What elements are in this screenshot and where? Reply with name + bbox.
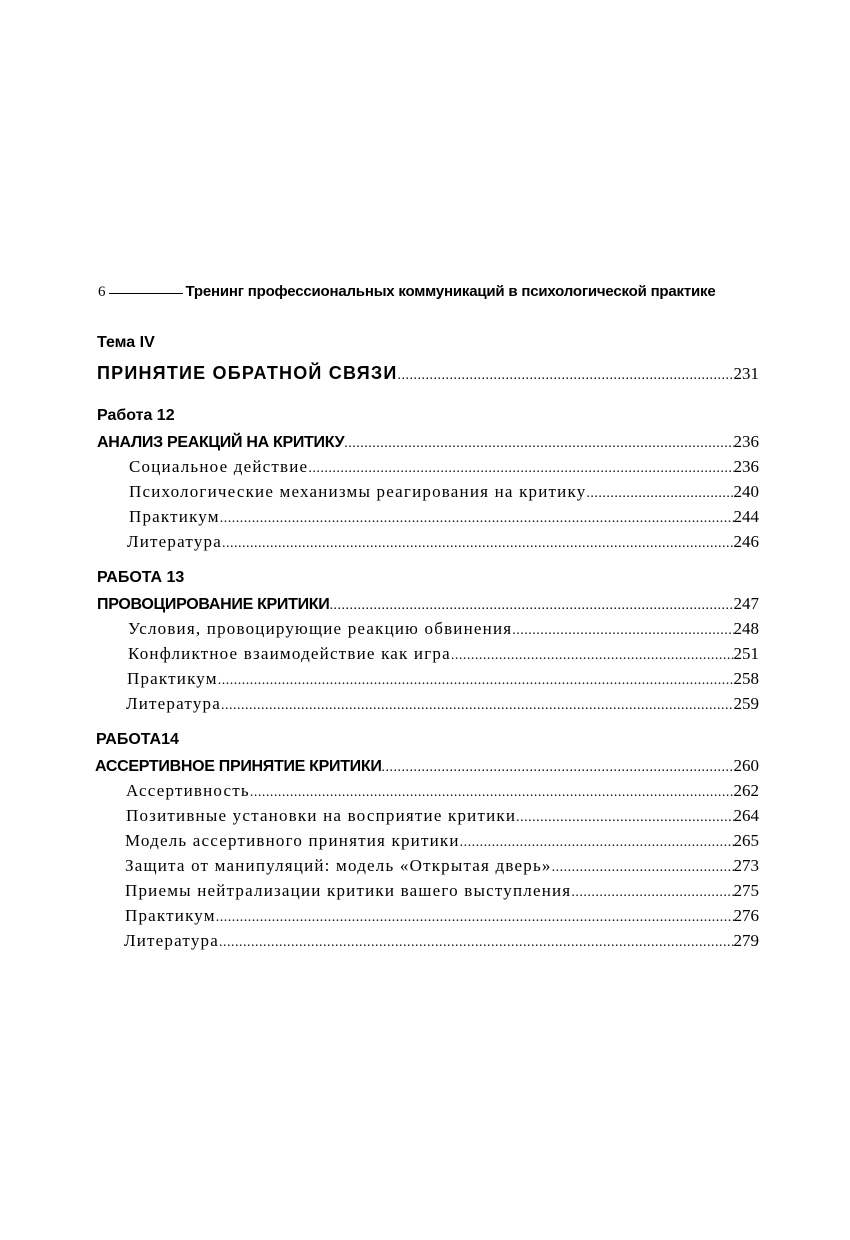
- toc-entry-page: 240: [733, 482, 759, 501]
- toc-entry-title: Практикум: [125, 906, 216, 925]
- toc-entry-theme[interactable]: [97, 363, 759, 384]
- dot-leader: [219, 935, 734, 951]
- running-head: [98, 283, 760, 303]
- toc-entry-title: Условия, провоцирующие реакцию обвинения: [128, 619, 513, 638]
- dot-leader: [382, 760, 734, 776]
- toc-entry[interactable]: [126, 806, 759, 826]
- toc-entry-page: 259: [733, 694, 759, 713]
- toc-entry[interactable]: [125, 831, 759, 851]
- toc-entry-page: 231: [733, 364, 759, 383]
- dot-leader: [216, 910, 734, 926]
- toc-entry-page: 275: [733, 881, 759, 900]
- toc-entry-title: АНАЛИЗ РЕАКЦИЙ НА КРИТИКУ: [97, 434, 345, 451]
- running-head-title: Тренинг профессиональных коммуникаций в психологической практике: [185, 283, 716, 300]
- toc-entry-title: Приемы нейтрализации критики вашего выступления: [125, 881, 572, 900]
- toc-entry-page: 273: [733, 856, 759, 875]
- toc-entry-title: Конфликтное взаимодействие как игра: [128, 644, 451, 663]
- toc-entry-title: Модель ассертивного принятия критики: [125, 831, 460, 850]
- toc-entry-title: ПРОВОЦИРОВАНИЕ КРИТИКИ: [97, 596, 330, 613]
- dot-leader: [451, 648, 734, 664]
- toc-entry-title: Позитивные установки на восприятие критики: [126, 806, 517, 825]
- toc-entry-section[interactable]: [95, 756, 759, 776]
- toc-entry-section[interactable]: [97, 432, 759, 452]
- toc-entry-page: 248: [733, 619, 759, 638]
- dot-leader: [516, 810, 733, 826]
- toc-entry[interactable]: [125, 881, 759, 901]
- running-head-rule: [109, 293, 183, 294]
- toc-entry-page: 251: [733, 644, 759, 663]
- dot-leader: [222, 536, 734, 552]
- toc-entry[interactable]: [129, 507, 759, 527]
- dot-leader: [460, 835, 734, 851]
- toc-entry-page: 260: [733, 756, 759, 775]
- dot-leader: [218, 673, 734, 689]
- dot-leader: [586, 486, 733, 502]
- toc-entry-title: ПРИНЯТИЕ ОБРАТНОЙ СВЯЗИ: [97, 363, 398, 383]
- toc-entry-title: Литература: [126, 694, 221, 713]
- section-label: Работа 12: [97, 407, 175, 424]
- toc-entry-page: 244: [733, 507, 759, 526]
- dot-leader: [397, 368, 733, 384]
- dot-leader: [329, 598, 733, 614]
- toc-entry-title: Психологические механизмы реагирования на критику: [129, 482, 587, 501]
- toc-entry-title: АССЕРТИВНОЕ ПРИНЯТИЕ КРИТИКИ: [95, 758, 382, 775]
- toc-entry-page: 265: [733, 831, 759, 850]
- toc-entry-page: 236: [733, 457, 759, 476]
- section-label: РАБОТА14: [96, 731, 179, 748]
- toc-entry-section[interactable]: [97, 594, 759, 614]
- toc-entry-page: 236: [733, 432, 759, 451]
- toc-entry-title: Практикум: [129, 507, 220, 526]
- dot-leader: [512, 623, 733, 639]
- toc-entry-title: Литература: [124, 931, 219, 950]
- dot-leader: [221, 698, 734, 714]
- toc-entry-title: Ассертивность: [126, 781, 250, 800]
- toc-entry[interactable]: [129, 482, 759, 502]
- toc-entry-title: Литература: [127, 532, 222, 551]
- toc-entry-page: 262: [733, 781, 759, 800]
- toc-entry[interactable]: [127, 532, 759, 552]
- section-label: РАБОТА 13: [97, 569, 185, 586]
- toc-entry-page: 246: [733, 532, 759, 551]
- toc-entry[interactable]: [125, 856, 759, 876]
- toc-entry[interactable]: [125, 906, 759, 926]
- toc-entry-page: 258: [733, 669, 759, 688]
- toc-entry-page: 279: [733, 931, 759, 950]
- toc-entry[interactable]: [127, 669, 759, 689]
- dot-leader: [220, 511, 734, 527]
- toc-entry-title: Практикум: [127, 669, 218, 688]
- toc-entry[interactable]: [126, 781, 759, 801]
- dot-leader: [250, 785, 734, 801]
- toc-entry-page: 247: [733, 594, 759, 613]
- toc-entry[interactable]: [129, 457, 759, 477]
- toc-entry[interactable]: [126, 694, 759, 714]
- toc-entry[interactable]: [128, 644, 759, 664]
- toc-entry-title: Защита от манипуляций: модель «Открытая дверь»: [125, 856, 552, 875]
- page-number: 6: [98, 284, 106, 300]
- toc-entry-page: 264: [733, 806, 759, 825]
- dot-leader: [308, 461, 733, 477]
- dot-leader: [552, 860, 734, 876]
- toc-entry[interactable]: [124, 931, 759, 951]
- toc-entry-page: 276: [733, 906, 759, 925]
- dot-leader: [571, 885, 733, 901]
- dot-leader: [344, 436, 733, 452]
- theme-label: Тема IV: [97, 334, 155, 351]
- toc-entry-title: Социальное действие: [129, 457, 309, 476]
- toc-entry[interactable]: [128, 619, 759, 639]
